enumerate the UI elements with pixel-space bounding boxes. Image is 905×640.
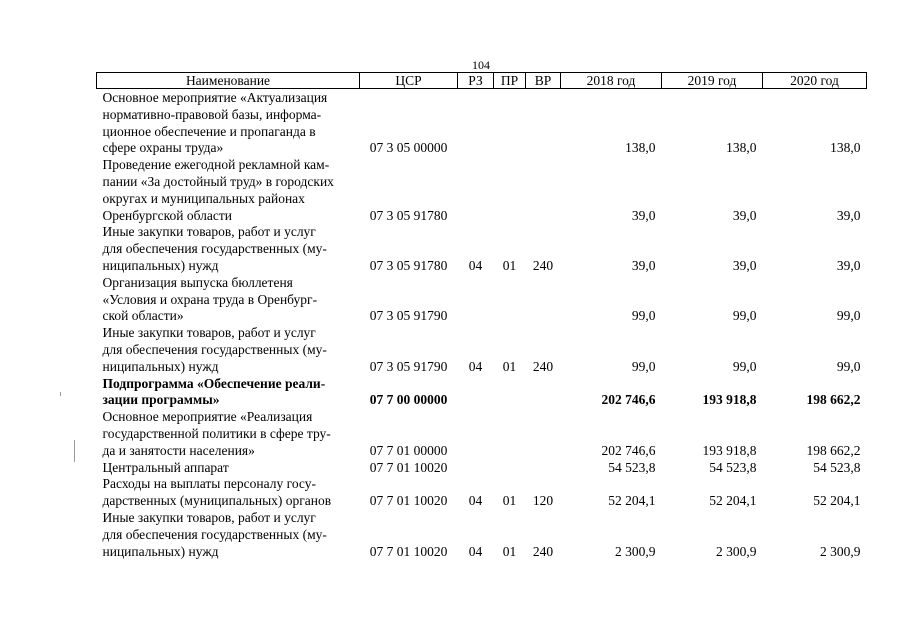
header-2018: 2018 год — [561, 73, 662, 89]
row-name-line: сфере охраны труда» — [102, 140, 224, 156]
cell-pr: 01 — [502, 543, 517, 559]
cell-y2020: 138,0 — [830, 140, 861, 156]
row-name-line: ционное обеспечение и пропаганда в — [102, 123, 316, 139]
cell-rz — [458, 157, 494, 224]
cell-vr: 120 — [532, 493, 554, 509]
cell-pr — [494, 89, 526, 158]
cell-vr — [526, 157, 561, 224]
cell-y2019: 54 523,8 — [709, 459, 757, 475]
cell-pr — [494, 275, 526, 325]
row-name-line: государственной политики в сфере тру- — [102, 425, 331, 441]
row-name-line: для обеспечения государственных (му- — [102, 341, 327, 357]
cell-y2020: 54 523,8 — [813, 459, 861, 475]
cell-csr: 07 7 01 10020 — [369, 543, 448, 559]
table-row — [97, 275, 867, 325]
budget-table — [96, 72, 867, 560]
cell-csr: 07 7 01 00000 — [369, 442, 448, 458]
cell-y2018: 138,0 — [625, 140, 656, 156]
cell-y2019: 99,0 — [732, 358, 757, 374]
cell-csr: 07 3 05 91780 — [369, 207, 448, 223]
cell-vr: 240 — [532, 543, 554, 559]
header-vr: ВР — [526, 73, 561, 89]
scan-mark — [74, 440, 75, 462]
cell-vr: 240 — [532, 358, 554, 374]
row-name — [97, 157, 360, 224]
table-row — [97, 409, 867, 459]
row-name-line: дарственных (муниципальных) органов — [102, 493, 332, 509]
cell-y2020: 2 300,9 — [820, 543, 861, 559]
row-name-line: Проведение ежегодной рекламной кам- — [102, 157, 330, 173]
header-row — [97, 73, 867, 89]
header-csr: ЦСР — [360, 73, 458, 89]
row-name — [97, 275, 360, 325]
table-row — [97, 224, 867, 274]
row-name-line: ниципальных) нужд — [102, 358, 219, 374]
row-name-line: Иные закупки товаров, работ и услуг — [102, 325, 316, 341]
cell-y2018: 202 746,6 — [601, 392, 656, 408]
row-name-line: Организация выпуска бюллетеня — [102, 274, 293, 290]
cell-y2019: 39,0 — [732, 207, 757, 223]
row-name — [97, 476, 360, 510]
row-name — [97, 460, 360, 477]
cell-pr: 01 — [502, 493, 517, 509]
cell-y2018: 52 204,1 — [608, 493, 656, 509]
cell-rz — [458, 89, 494, 158]
cell-y2019: 193 918,8 — [702, 442, 757, 458]
table-row — [97, 89, 867, 158]
table-row — [97, 325, 867, 375]
cell-pr — [494, 157, 526, 224]
cell-rz — [458, 376, 494, 410]
row-name-line: для обеспечения государственных (му- — [102, 526, 327, 542]
cell-vr — [526, 89, 561, 158]
cell-csr: 07 3 05 91790 — [369, 308, 448, 324]
row-name-line: Подпрограмма «Обеспечение реали- — [102, 375, 326, 391]
cell-vr: 240 — [532, 257, 554, 273]
row-name-line: Оренбургской области — [102, 207, 232, 223]
cell-csr: 07 7 00 00000 — [369, 392, 448, 408]
cell-y2019: 99,0 — [732, 308, 757, 324]
row-name-line: пании «За достойный труд» в городских — [102, 173, 334, 189]
cell-rz — [458, 460, 494, 477]
cell-y2019: 2 300,9 — [716, 543, 757, 559]
cell-csr: 07 3 05 91790 — [369, 358, 448, 374]
table-row — [97, 476, 867, 510]
cell-y2018: 99,0 — [631, 358, 656, 374]
cell-y2020: 198 662,2 — [806, 442, 861, 458]
cell-rz: 04 — [468, 358, 483, 374]
table-row — [97, 510, 867, 560]
cell-y2018: 54 523,8 — [608, 459, 656, 475]
cell-y2019: 138,0 — [726, 140, 757, 156]
row-name-line: нормативно-правовой базы, информа- — [102, 106, 322, 122]
table-header — [97, 73, 867, 89]
cell-vr — [526, 409, 561, 459]
header-pr: ПР — [494, 73, 526, 89]
cell-y2019: 52 204,1 — [709, 493, 757, 509]
row-name-line: Основное мероприятие «Актуализация — [102, 90, 328, 105]
cell-y2018: 202 746,6 — [601, 442, 656, 458]
cell-vr — [526, 376, 561, 410]
table-row — [97, 460, 867, 477]
cell-rz — [458, 409, 494, 459]
row-name — [97, 325, 360, 375]
cell-pr — [494, 460, 526, 477]
row-name-line: зации программы» — [102, 392, 220, 408]
scan-mark — [60, 392, 61, 396]
row-name-line: ниципальных) нужд — [102, 543, 219, 559]
cell-y2018: 39,0 — [631, 207, 656, 223]
row-name-line: Расходы на выплаты персоналу госу- — [102, 476, 316, 492]
cell-y2018: 39,0 — [631, 257, 656, 273]
row-name-line: да и занятости населения» — [102, 442, 255, 458]
row-name-line: Иные закупки товаров, работ и услуг — [102, 509, 316, 525]
row-name-line: ниципальных) нужд — [102, 257, 219, 273]
row-name-line: для обеспечения государственных (му- — [102, 241, 327, 257]
cell-vr — [526, 275, 561, 325]
cell-y2020: 39,0 — [836, 257, 861, 273]
row-name-line: округах и муниципальных районах — [102, 190, 305, 206]
cell-y2019: 39,0 — [732, 257, 757, 273]
header-name: Наименование — [97, 73, 360, 89]
cell-rz: 04 — [468, 493, 483, 509]
row-name — [97, 510, 360, 560]
cell-y2018: 2 300,9 — [615, 543, 656, 559]
cell-y2020: 198 662,2 — [806, 392, 861, 408]
row-name-line: Центральный аппарат — [102, 459, 229, 475]
cell-csr: 07 7 01 10020 — [369, 493, 448, 509]
table-row — [97, 157, 867, 224]
cell-y2020: 99,0 — [836, 308, 861, 324]
row-name — [97, 409, 360, 459]
cell-pr: 01 — [502, 358, 517, 374]
row-name-line: «Условия и охрана труда в Оренбург- — [102, 291, 318, 307]
row-name-line: Основное мероприятие «Реализация — [102, 409, 313, 425]
cell-y2019: 193 918,8 — [702, 392, 757, 408]
page-number: 104 — [472, 58, 490, 72]
header-rz: РЗ — [458, 73, 494, 89]
cell-rz — [458, 275, 494, 325]
row-name-line: ской области» — [102, 308, 184, 324]
cell-y2020: 99,0 — [836, 358, 861, 374]
table-row — [97, 376, 867, 410]
cell-csr: 07 7 01 10020 — [369, 459, 448, 475]
header-2020: 2020 год — [763, 73, 867, 89]
row-name — [97, 224, 360, 274]
cell-csr: 07 3 05 00000 — [369, 140, 448, 156]
cell-y2020: 39,0 — [836, 207, 861, 223]
cell-pr — [494, 409, 526, 459]
cell-rz: 04 — [468, 543, 483, 559]
cell-y2018: 99,0 — [631, 308, 656, 324]
row-name — [97, 376, 360, 410]
header-2019: 2019 год — [662, 73, 763, 89]
cell-pr: 01 — [502, 257, 517, 273]
row-name — [97, 89, 360, 158]
cell-pr — [494, 376, 526, 410]
cell-vr — [526, 460, 561, 477]
table-body — [97, 89, 867, 561]
row-name-line: Иные закупки товаров, работ и услуг — [102, 224, 316, 240]
cell-rz: 04 — [468, 257, 483, 273]
cell-y2020: 52 204,1 — [813, 493, 861, 509]
cell-csr: 07 3 05 91780 — [369, 257, 448, 273]
